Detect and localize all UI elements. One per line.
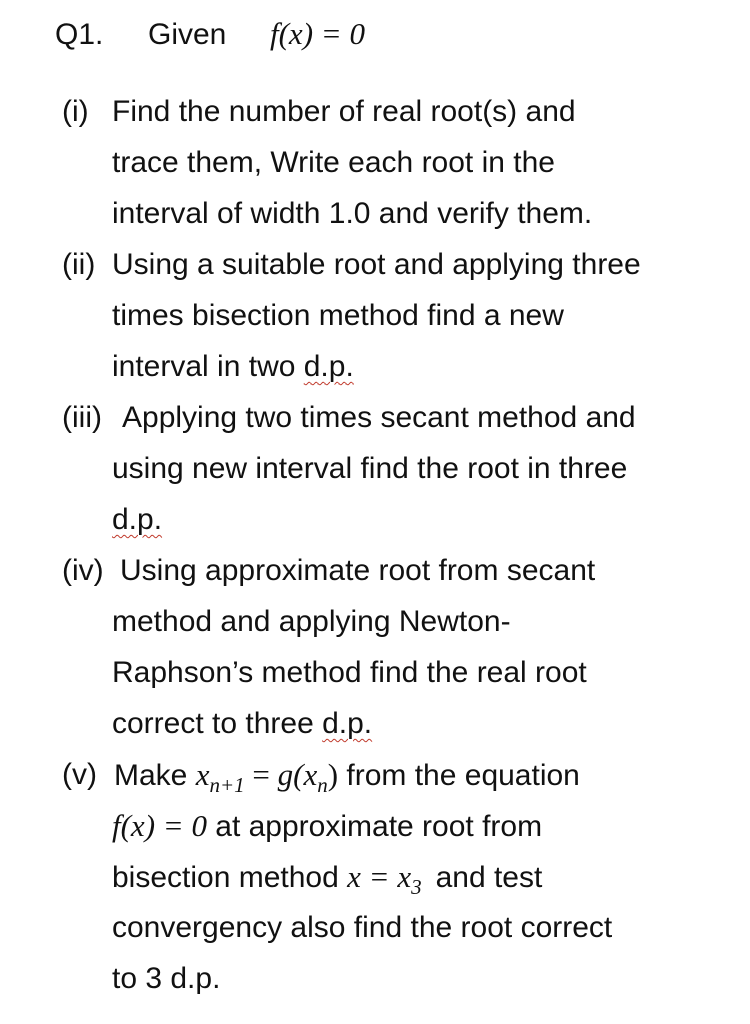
part-ii-line-1: Using a suitable root and applying three — [112, 248, 641, 281]
part-iii-line-3 — [112, 502, 162, 538]
iter-close-paren: ) — [327, 757, 339, 792]
part-v-and-test-text: and test — [435, 861, 543, 894]
part-v-line-1 — [114, 757, 580, 797]
part-iv-line-1: Using approximate root from secant — [120, 554, 596, 587]
iter-sub-n: n — [317, 773, 328, 797]
part-iv-line-3: Raphson’s method find the real root — [112, 656, 587, 689]
part-iv-line-2: method and applying Newton- — [112, 605, 511, 638]
part-ii-line-3-text: interval in two — [112, 350, 304, 383]
part-ii-line-3 — [112, 349, 354, 385]
x-sub-3: 3 — [411, 875, 422, 899]
part-ii-dp-abbrev: d.p. — [303, 350, 354, 383]
iter-x: x — [195, 757, 210, 792]
part-v-line-2 — [112, 808, 542, 845]
part-iv-line-4 — [112, 706, 372, 742]
part-v-bisection-text: bisection method — [112, 861, 348, 894]
part-iii-line-2: using new interval find the root in three — [112, 452, 628, 485]
part-i-line-3: interval of width 1.0 and verify them. — [112, 197, 593, 230]
part-v-iteration-formula — [195, 757, 339, 797]
part-v-line-3 — [112, 859, 543, 899]
part-iv-line-4-text: correct to three — [112, 707, 323, 740]
part-label-i: (i) — [62, 95, 89, 128]
part-label-iii: (iii) — [62, 401, 102, 434]
iter-gx: g(x — [277, 757, 318, 792]
part-v-make-text: Make — [114, 759, 196, 792]
part-v-line-4: convergency also find the root correct — [112, 911, 613, 944]
part-v-x-equals-x3 — [347, 859, 422, 899]
x-equals-x: x = x — [347, 859, 412, 894]
question-number: Q1. — [55, 18, 104, 51]
part-v-from-equation-text: from the equation — [338, 759, 580, 792]
iter-sub-n1: n+1 — [209, 773, 245, 797]
given-equation: f(x) = 0 — [270, 16, 365, 51]
part-iii-line-1: Applying two times secant method and — [122, 401, 636, 434]
part-i-line-2: trace them, Write each root in the — [112, 146, 555, 179]
part-label-v: (v) — [62, 758, 97, 791]
part-i-line-1: Find the number of real root(s) and — [112, 95, 576, 128]
part-iii-dp-abbrev: d.p. — [112, 503, 163, 536]
part-v-fx-equation: f(x) = 0 — [112, 808, 207, 843]
part-label-ii: (ii) — [62, 248, 96, 281]
part-iv-dp-abbrev: d.p. — [322, 707, 373, 740]
part-v-line-2-text: at approximate root from — [206, 810, 543, 843]
part-label-iv: (iv) — [62, 554, 104, 587]
given-label: Given — [148, 18, 227, 51]
part-ii-line-2: times bisection method find a new — [112, 299, 564, 332]
iter-equals: = — [244, 757, 278, 792]
part-v-line-5: to 3 d.p. — [112, 962, 221, 995]
